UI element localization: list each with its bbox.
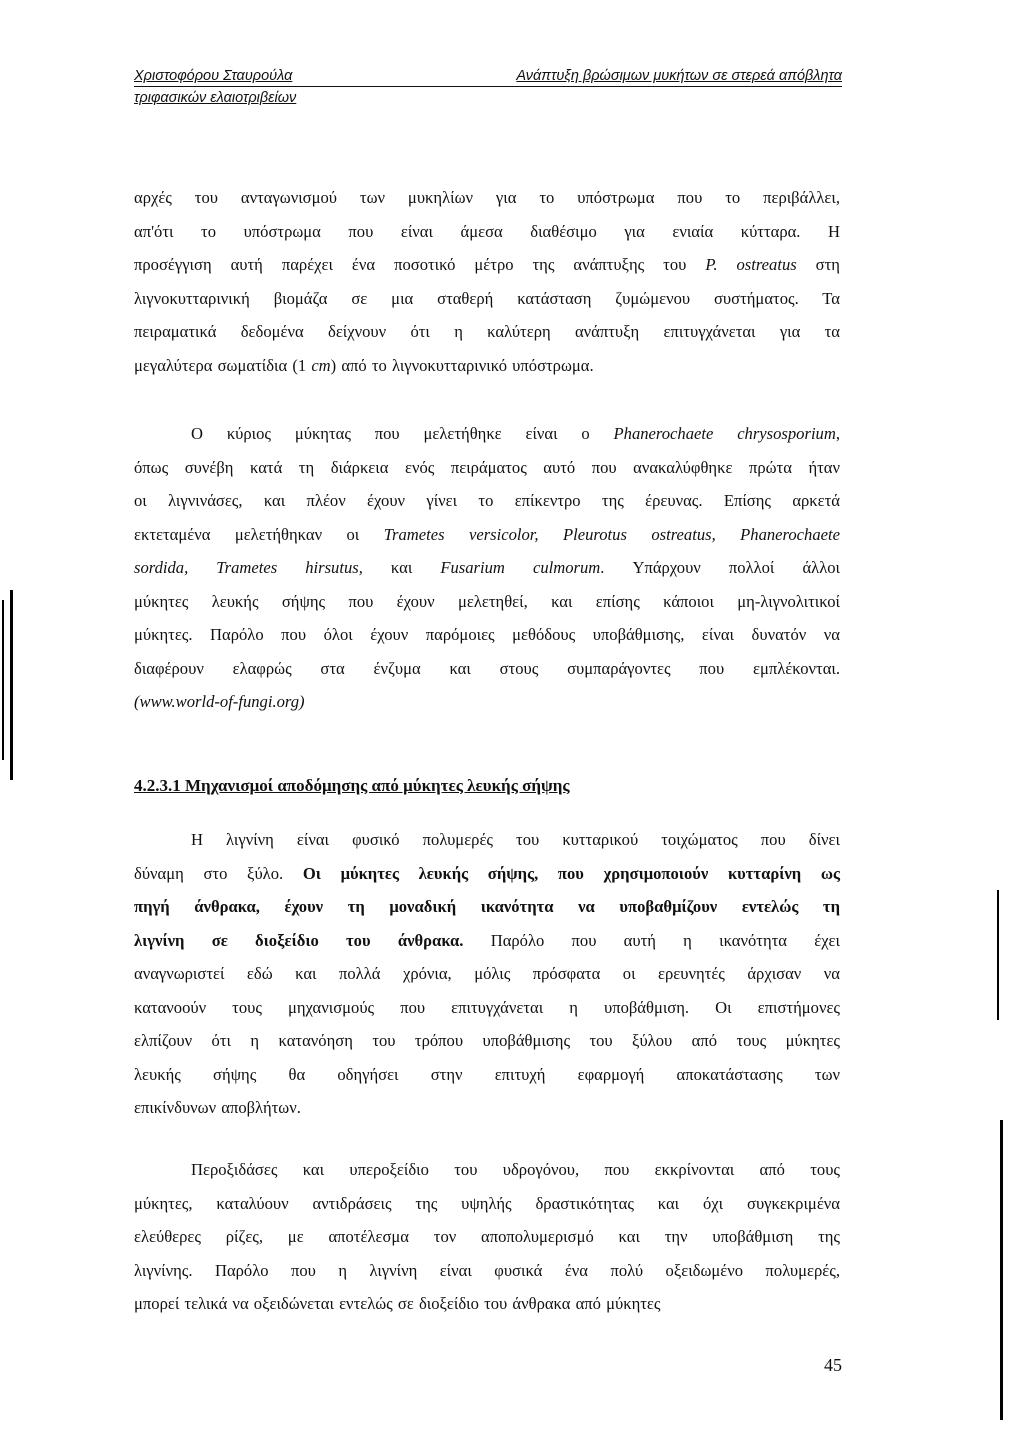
text-line: κατανοούν τους μηχανισμούς που επιτυγχάνεται η υποβάθμιση. Οι επιστήμονες [134, 997, 840, 1017]
text-line: μεγαλύτερα σωματίδια (1 cm) από το λιγνοκυτταρινικό υπόστρωμα. [134, 355, 594, 375]
header-author-line2: τριφασικών ελαιοτριβείων [134, 90, 297, 106]
text-line: εκτεταμένα μελετήθηκαν οι Trametes versicolor, Pleurotus ostreatus, Phanerochaete [134, 524, 840, 544]
scan-edge-mark [997, 890, 999, 1020]
text-line: απ'ότι το υπόστρωμα που είναι άμεσα διαθέσιμο για ενιαία κύτταρα. Η [134, 221, 840, 241]
text-line: μπορεί τελικά να οξειδώνεται εντελώς σε διοξείδιο του άνθρακα από μύκητες [134, 1294, 661, 1313]
header-rule [134, 86, 842, 87]
section-heading: 4.2.3.1 Μηχανισμοί αποδόμησης από μύκητες λευκής σήψης [134, 776, 570, 795]
text-line: προσέγγιση αυτή παρέχει ένα ποσοτικό μέτρο της ανάπτυξης του P. ostreatus στη [134, 255, 840, 274]
text-line: Περοξιδάσες και υπεροξείδιο του υδρογόνου, που εκκρίνονται από τους [191, 1160, 840, 1179]
text-line: αναγνωριστεί εδώ και πολλά χρόνια, μόλις πρόσφατα οι ερευνητές άρχισαν να [134, 964, 840, 983]
text-line: δύναμη στο ξύλο. Οι μύκητες λευκής σήψης, που χρησιμοποιούν κυτταρίνη ως [134, 863, 840, 883]
text-line: ελπίζουν ότι η κατανόηση του τρόπου υποβάθμισης του ξύλου από τους μύκητες [134, 1031, 840, 1050]
text-line: διαφέρουν ελαφρώς στα ένζυμα και στους συμπαράγοντες που εμπλέκονται. [134, 658, 840, 678]
paragraph-4 [134, 1153, 840, 1321]
header-title: Ανάπτυξη βρώσιμων μυκήτων σε στερεά απόβλητα [516, 68, 842, 84]
text-line: επικίνδυνων αποβλήτων. [134, 1098, 301, 1117]
text-line: οι λιγνινάσες, και πλέον έχουν γίνει το επίκεντρο της έρευνας. Επίσης αρκετά [134, 491, 840, 510]
text-line: μύκητες, καταλύουν αντιδράσεις της υψηλής δραστικότητας και όχι συγκεκριμένα [134, 1193, 840, 1213]
text-line: όπως συνέβη κατά τη διάρκεια ενός πειράματος αυτό που ανακαλύφθηκε πρώτα ήταν [134, 457, 840, 477]
text-line: λευκής σήψης θα οδηγήσει στην επιτυχή εφαρμογή αποκατάστασης των [134, 1064, 840, 1084]
paragraph-1 [134, 181, 840, 382]
text-line: Η λιγνίνη είναι φυσικό πολυμερές του κυτταρικού τοιχώματος που δίνει [191, 830, 840, 849]
scan-edge-mark [10, 590, 13, 780]
text-line: λιγνοκυτταρινική βιομάζα σε μια σταθερή κατάσταση ζυμώμενου συστήματος. Τα [134, 288, 840, 308]
text-line: μύκητες. Παρόλο που όλοι έχουν παρόμοιες μεθόδους υποβάθμισης, είναι δυνατόν να [134, 625, 840, 644]
paragraph-3 [134, 823, 840, 1125]
text-line: (www.world-of-fungi.org) [134, 692, 305, 711]
text-line: αρχές του ανταγωνισμού των μυκηλίων για το υπόστρωμα που το περιβάλλει, [134, 188, 840, 207]
text-line: μύκητες λευκής σήψης που έχουν μελετηθεί, και επίσης κάποιοι μη-λιγνολιτικοί [134, 591, 840, 611]
text-line: λιγνίνης. Παρόλο που η λιγνίνη είναι φυσικά ένα πολύ οξειδωμένο πολυμερές, [134, 1260, 840, 1280]
text-line: sordida, Trametes hirsutus, και Fusarium culmorum. Υπάρχουν πολλοί άλλοι [134, 558, 841, 577]
header-author: Χριστοφόρου Σταυρούλα [134, 68, 293, 84]
text-line: πηγή άνθρακα, έχουν τη μοναδική ικανότητα να υποβαθμίζουν εντελώς τη [134, 897, 840, 916]
paragraph-2 [134, 417, 840, 719]
scan-edge-mark [2, 600, 4, 760]
text-line: λιγνίνη σε διοξείδιο του άνθρακα. Παρόλο που αυτή η ικανότητα έχει [134, 930, 840, 950]
page-number: 45 [824, 1355, 842, 1375]
text-line: ελεύθερες ρίζες, με αποτέλεσμα τον αποπολυμερισμό και την υποβάθμιση της [134, 1227, 840, 1246]
text-line: πειραματικά δεδομένα δείχνουν ότι η καλύτερη ανάπτυξη επιτυγχάνεται για τα [134, 322, 840, 341]
scan-edge-mark [1000, 1120, 1003, 1420]
text-line: Ο κύριος μύκητας που μελετήθηκε είναι ο Phanerochaete chrysosporium, [191, 424, 840, 443]
